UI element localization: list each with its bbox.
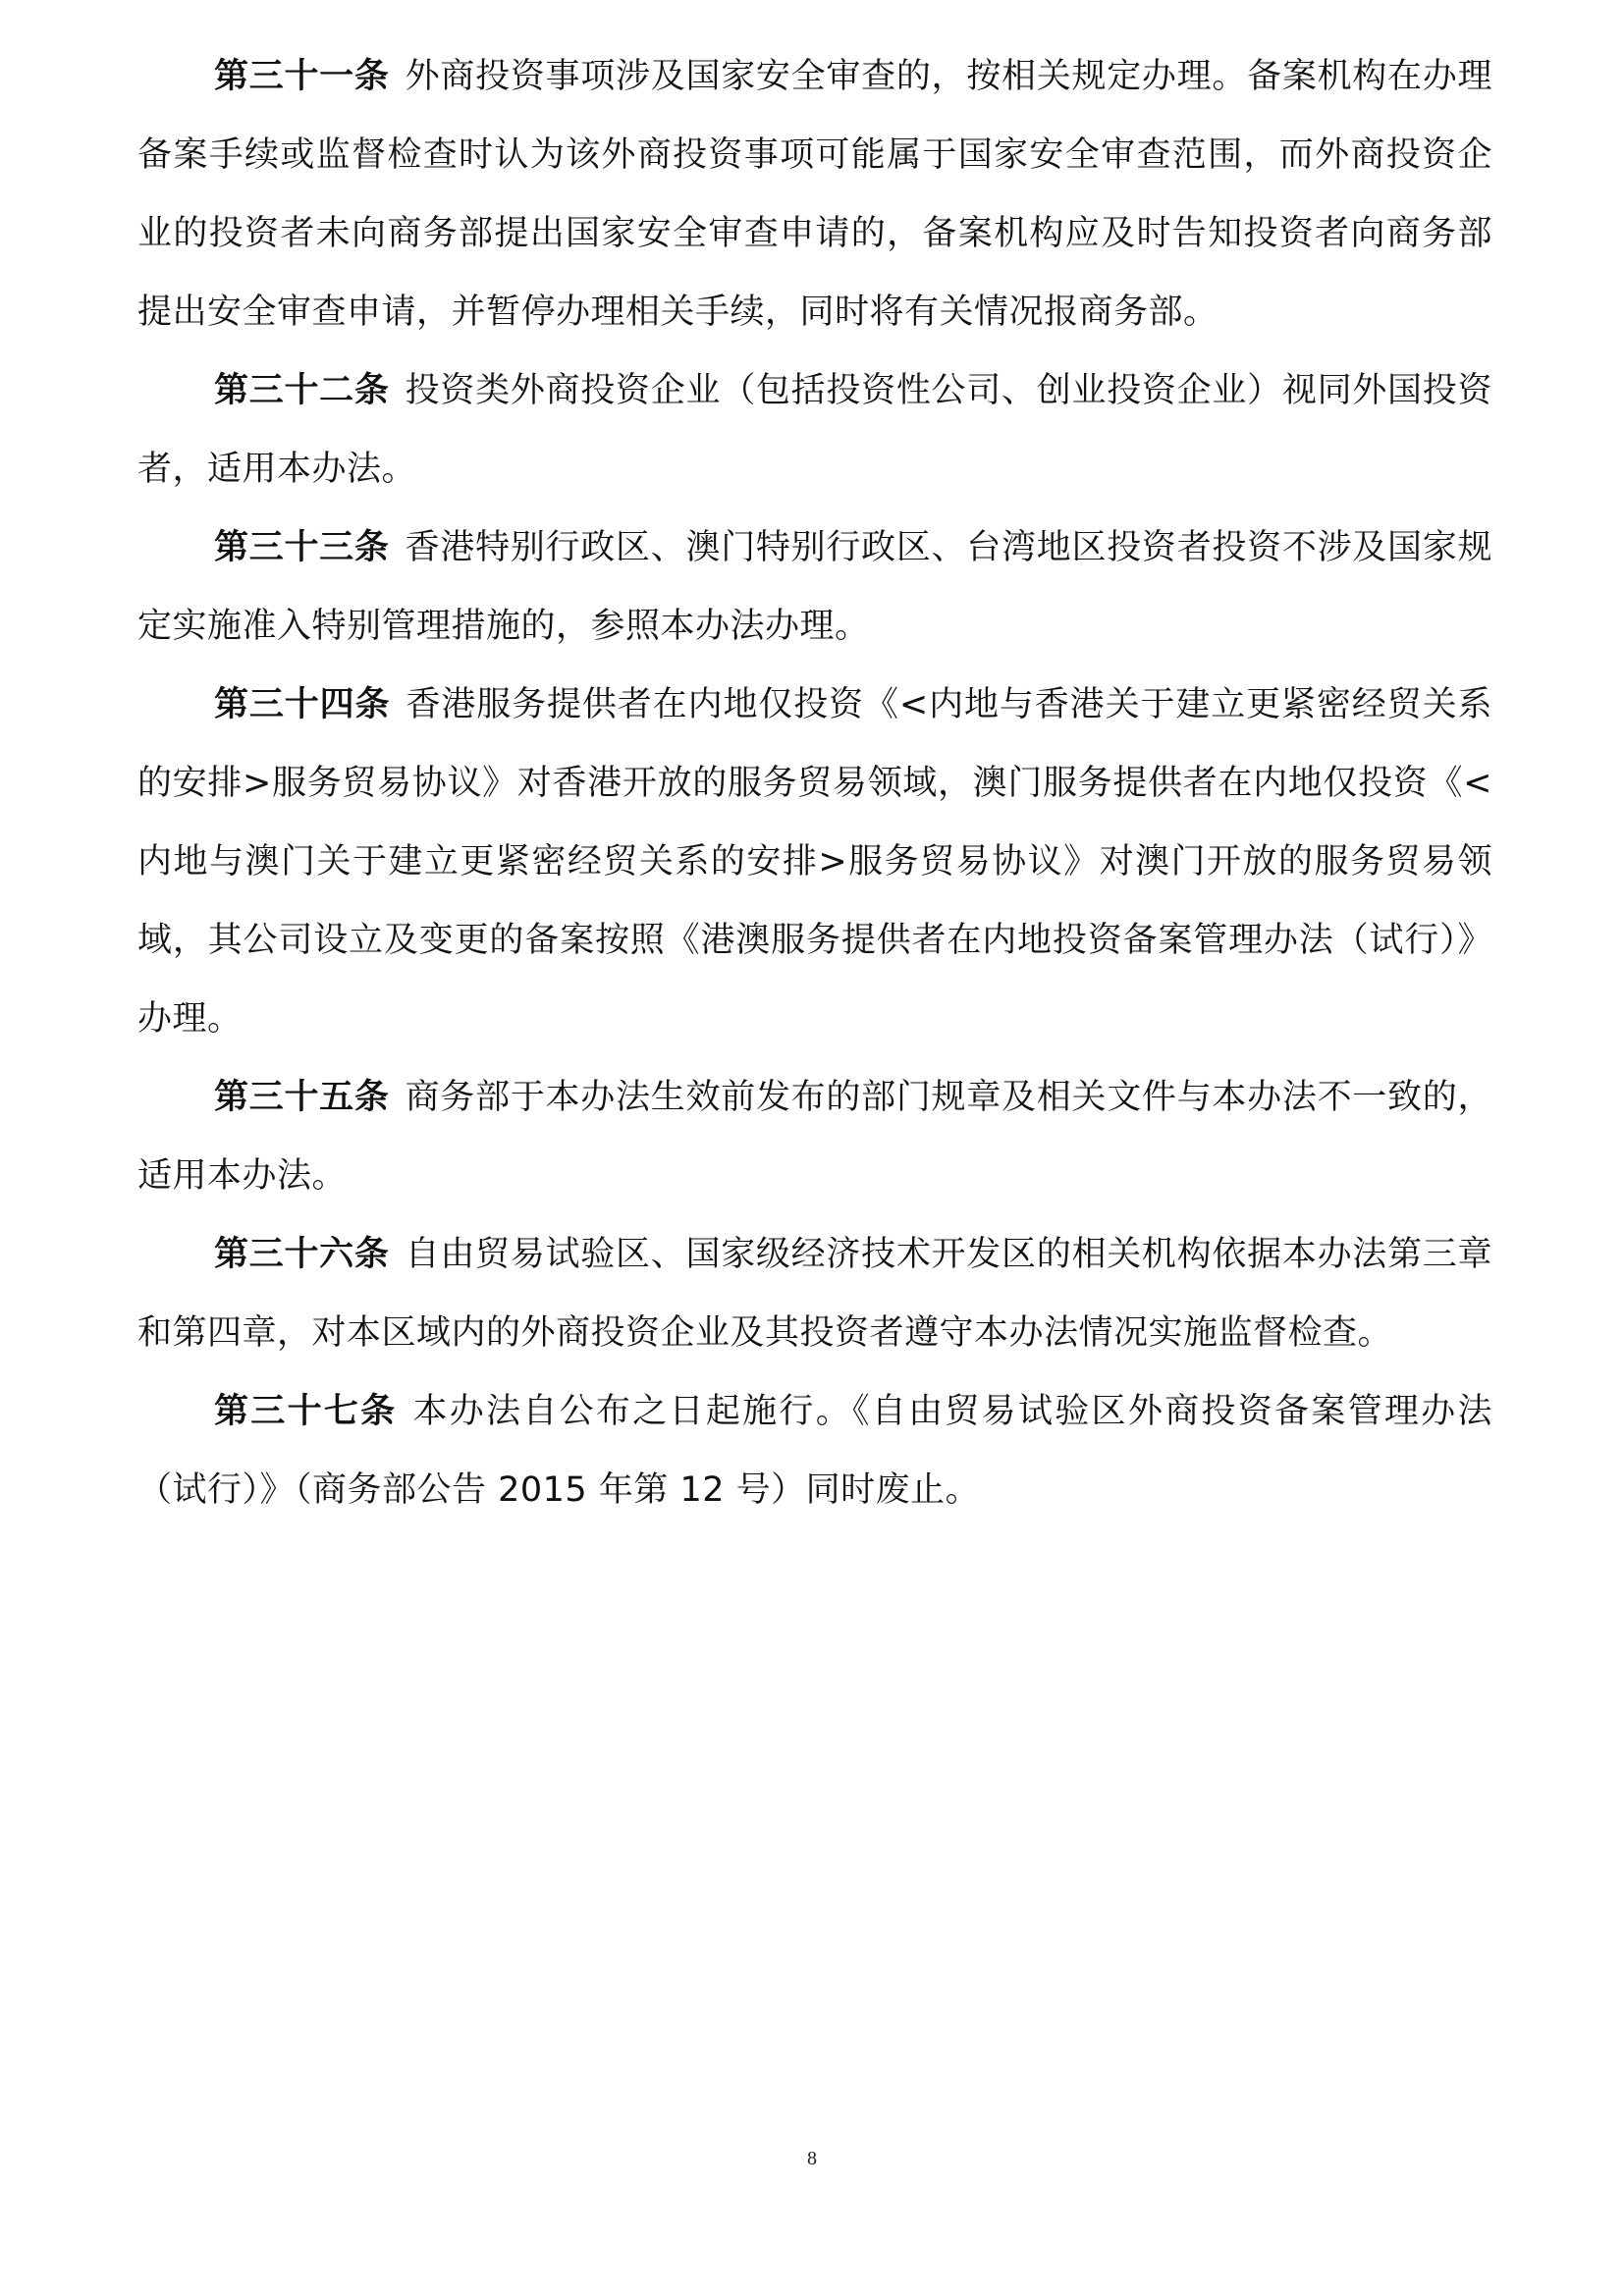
article-text: 本办法自公布之日起施行。《自由贸易试验区外商投资备案管理办法（试行）》（商务部公告 2015 年第 12 号）同时废止。 bbox=[137, 1392, 1492, 1510]
article-title: 第三十三条 bbox=[214, 528, 390, 567]
article-33 bbox=[137, 508, 1492, 666]
article-title: 第三十四条 bbox=[214, 685, 391, 724]
article-text: 香港服务提供者在内地仅投资《<内地与香港关于建立更紧密经贸关系的安排>服务贸易协议》对香港开放的服务贸易领域，澳门服务提供者在内地仅投资《<内地与澳门关于建立更紧密经贸关系的安排>服务贸易协议》对澳门开放的服务贸易领域，其公司设立及变更的备案按照《港澳服务提供者在内地投资备案管理办法（试行）》办理。 bbox=[137, 685, 1492, 1039]
article-text: 香港特别行政区、澳门特别行政区、台湾地区投资者投资不涉及国家规定实施准入特别管理措施的，参照本办法办理。 bbox=[137, 528, 1492, 646]
document-body bbox=[137, 37, 1492, 1529]
article-title: 第三十七条 bbox=[214, 1392, 398, 1431]
article-text: 自由贸易试验区、国家级经济技术开发区的相关机构依据本办法第三章和第四章，对本区域内的外商投资企业及其投资者遵守本办法情况实施监督检查。 bbox=[137, 1235, 1492, 1353]
page-number: 8 bbox=[807, 2148, 817, 2169]
article-text: 商务部于本办法生效前发布的部门规章及相关文件与本办法不一致的，适用本办法。 bbox=[137, 1078, 1492, 1196]
article-31 bbox=[137, 37, 1492, 351]
article-34 bbox=[137, 666, 1492, 1058]
article-37 bbox=[137, 1372, 1492, 1529]
article-32 bbox=[137, 351, 1492, 508]
article-title: 第三十五条 bbox=[214, 1078, 390, 1117]
article-title: 第三十六条 bbox=[214, 1235, 390, 1274]
article-36 bbox=[137, 1215, 1492, 1372]
article-text: 投资类外商投资企业（包括投资性公司、创业投资企业）视同外国投资者，适用本办法。 bbox=[137, 371, 1492, 489]
article-title: 第三十二条 bbox=[214, 371, 390, 410]
article-35 bbox=[137, 1058, 1492, 1215]
article-title: 第三十一条 bbox=[214, 57, 390, 96]
article-text: 外商投资事项涉及国家安全审查的，按相关规定办理。备案机构在办理备案手续或监督检查时认为该外商投资事项可能属于国家安全审查范围，而外商投资企业的投资者未向商务部提出国家安全审查申请的，备案机构应及时告知投资者向商务部提出安全审查申请，并暂停办理相关手续，同时将有关情况报商务部。 bbox=[137, 57, 1492, 332]
